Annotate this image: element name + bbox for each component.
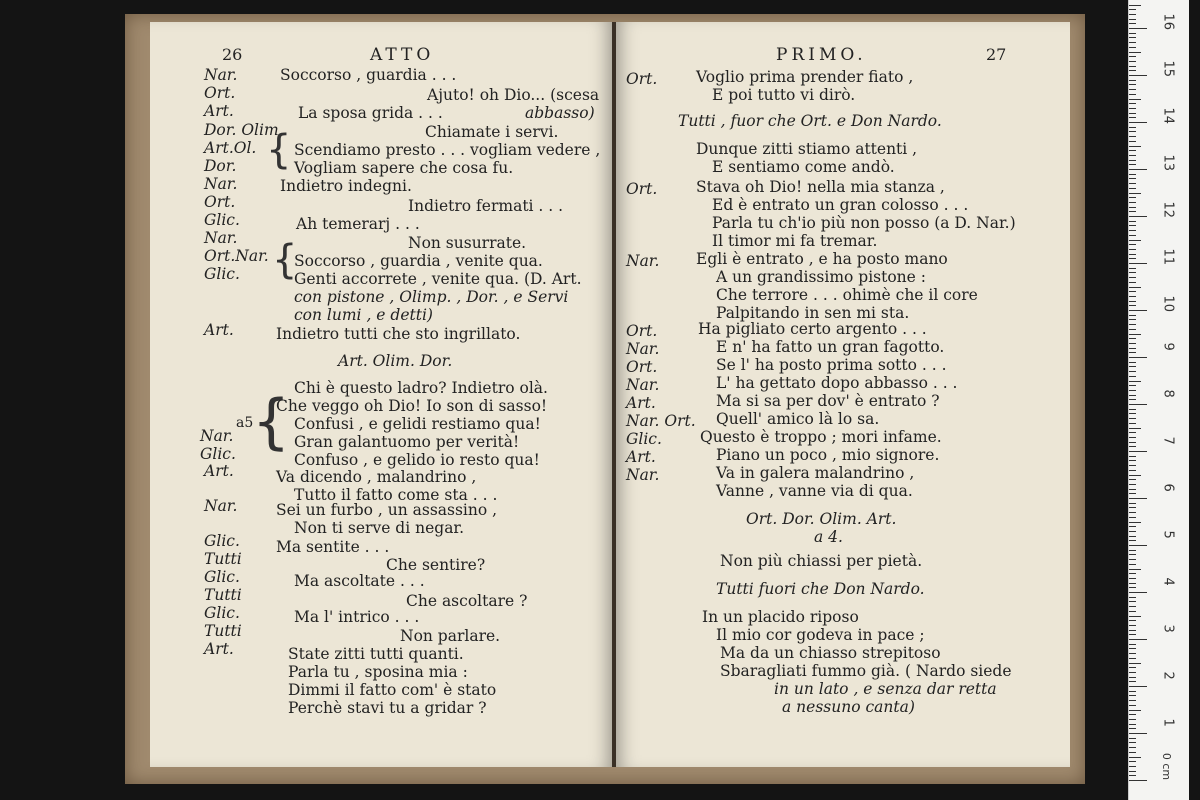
ruler-tick [1129,52,1141,53]
speaker-label: Ort. [626,322,658,340]
ruler-label: 13 [1160,154,1176,172]
ruler-label: 10 [1160,295,1176,313]
ruler-tick [1129,385,1136,386]
ruler-tick [1129,141,1136,142]
ruler-tick [1129,428,1141,429]
verse-line: Ed è entrato un gran colosso . . . [712,196,969,214]
verse-line: Non ti serve di negar. [294,519,465,537]
ruler-tick [1129,371,1136,372]
ruler-tick [1129,338,1136,339]
ruler-tick [1129,319,1136,320]
ruler-label: 6 [1160,483,1176,492]
ruler-tick [1129,771,1136,772]
ruler-tick [1129,150,1136,151]
ruler-tick [1129,484,1136,485]
brace: { [252,387,291,457]
ruler-tick [1129,747,1136,748]
ruler-tick [1129,390,1136,391]
ruler-tick [1129,362,1136,363]
speaker-label: Ort. [204,193,236,211]
verse-line: Dunque zitti stiamo attenti , [696,140,918,158]
ruler-tick [1129,597,1136,598]
speaker-label: Tutti [204,586,242,604]
ruler-tick [1129,644,1136,645]
stage-direction: Tutti , fuor che Ort. e Don Nardo. [678,112,942,130]
verse-line: L' ha gettato dopo abbasso . . . [716,374,958,392]
ruler-tick [1129,19,1136,20]
ruler-tick [1129,526,1136,527]
ruler-tick [1129,540,1136,541]
ruler-tick [1129,230,1136,231]
verse-line: Non più chiassi per pietà. [720,552,923,570]
stage-direction: Tutti fuori che Don Nardo. [716,580,925,598]
ruler-label: 16 [1160,13,1176,31]
ruler-tick [1129,136,1136,137]
ruler-tick [1129,559,1136,560]
verse-line: Soccorso , guardia . . . [280,66,457,84]
verse-line: State zitti tutti quanti. [288,645,464,663]
ruler-tick [1129,442,1136,443]
speaker-label: Nar. [626,252,660,270]
ruler-label: 9 [1160,342,1176,351]
ruler-tick [1129,470,1136,471]
verse-line: Indietro fermati . . . [408,197,564,215]
stage-direction: con pistone , Olimp. , Dor. , e Servi [294,288,569,306]
stage-direction: in un lato , e senza dar retta [774,680,997,698]
ruler-tick [1129,324,1136,325]
ruler-tick [1129,5,1141,6]
ruler-label: 1 [1160,718,1176,727]
ruler-tick [1129,522,1141,523]
verse-line: La sposa grida . . . [298,104,443,122]
ruler-tick [1129,681,1136,682]
ruler-tick [1129,423,1136,424]
ruler-tick [1129,611,1136,612]
speaker-label: Glic. [204,532,240,550]
ruler-tick [1129,460,1136,461]
speaker-label: Ort. [626,358,658,376]
ruler-tick [1129,221,1136,222]
verse-line: Non susurrate. [408,234,527,252]
ruler-tick [1129,404,1147,405]
ruler-tick [1129,395,1136,396]
stage-direction: con lumi , e detti) [294,306,433,324]
ruler-tick [1129,197,1136,198]
ruler-tick [1129,719,1136,720]
ruler-tick [1129,305,1136,306]
verse-line: Gran galantuomo per verità! [294,433,520,451]
ruler-tick [1129,625,1136,626]
ruler-tick [1129,493,1136,494]
speaker-label: Art. [204,321,234,339]
verse-line: A un grandissimo pistone : [716,268,926,286]
speaker-label: Art. [204,102,234,120]
ruler-tick [1129,592,1147,593]
ruler-tick [1129,9,1136,10]
ruler-tick [1129,667,1136,668]
ruler-tick [1129,710,1141,711]
ruler-tick [1129,663,1141,664]
speaker-label: Nar. Ort. [626,412,696,430]
ensemble-heading: a 4. [814,528,843,546]
verse-line: Soccorso , guardia , venite qua. [294,252,543,270]
verse-line: Stava oh Dio! nella mia stanza , [696,178,945,196]
ruler-tick [1129,714,1136,715]
ruler-tick [1129,84,1136,85]
ruler-tick [1129,272,1136,273]
verse-line: Chi è questo ladro? Indietro olà. [294,379,548,397]
speaker-label: Nar. [204,66,238,84]
ruler-tick [1129,122,1147,123]
ruler-tick [1129,446,1136,447]
ruler-tick [1129,310,1147,311]
ruler-tick [1129,728,1136,729]
verse-line: Ma sentite . . . [276,538,390,556]
verse-line: Se l' ha posto prima sotto . . . [716,356,947,374]
ruler-tick [1129,517,1136,518]
verse-line: Vogliam sapere che cosa fu. [294,159,514,177]
ruler-tick [1129,28,1147,29]
ruler-tick [1129,113,1136,114]
speaker-label: Dor. Olim. [204,121,284,139]
speaker-label: Ort. [626,70,658,88]
ruler-tick [1129,94,1136,95]
ruler-tick [1129,244,1136,245]
ruler-tick [1129,211,1136,212]
ruler-label: 2 [1160,671,1176,680]
ruler-tick [1129,146,1141,147]
ruler-tick [1129,432,1136,433]
ruler-tick [1129,780,1147,781]
ruler-tick [1129,498,1147,499]
ruler-tick [1129,550,1136,551]
ruler-tick [1129,61,1136,62]
ruler-tick [1129,761,1136,762]
ruler-tick [1129,705,1136,706]
ruler-tick [1129,536,1136,537]
ruler-tick [1129,155,1136,156]
speaker-label: Art. [204,462,234,480]
speaker-label: Nar. [626,466,660,484]
ruler-label: 11 [1160,248,1176,266]
ruler-tick [1129,258,1136,259]
verse-line: E poi tutto vi dirò. [712,86,856,104]
ruler-tick [1129,437,1136,438]
speaker-label: Art. [626,448,656,466]
ruler-tick [1129,507,1136,508]
verse-line: Dimmi il fatto com' è stato [288,681,497,699]
ruler-tick [1129,127,1136,128]
ruler-tick [1129,174,1136,175]
ruler-tick [1129,14,1136,15]
verse-line: Ma l' intrico . . . [294,608,420,626]
ruler-tick [1129,700,1136,701]
measurement-ruler [1128,0,1189,800]
ruler-tick [1129,757,1141,758]
verse-line: In un placido riposo [702,608,859,626]
ruler-tick [1129,724,1136,725]
ruler-tick [1129,672,1136,673]
verse-line: Ma si sa per dov' è entrato ? [716,392,940,410]
ruler-tick [1129,465,1136,466]
ruler-tick [1129,677,1136,678]
verse-line: Ajuto! oh Dio... (scesa [427,86,600,104]
ruler-tick [1129,37,1136,38]
ruler-tick [1129,249,1136,250]
verse-line: Ma ascoltate . . . [294,572,425,590]
verse-line: Che terrore . . . ohimè che il core [716,286,978,304]
ruler-tick [1129,503,1136,504]
ruler-tick [1129,399,1136,400]
ruler-tick [1129,583,1136,584]
ruler-tick [1129,742,1136,743]
stage-direction: a nessuno canta) [782,698,915,716]
ruler-tick [1129,418,1136,419]
ruler-tick [1129,315,1136,316]
verse-line: Ha pigliato certo argento . . . [698,320,927,338]
brace: { [272,237,298,283]
brace: { [266,127,292,173]
speaker-label: Tutti [204,622,242,640]
verse-line: Questo è troppo ; mori infame. [700,428,942,446]
verse-line: Il mio cor godeva in pace ; [716,626,925,644]
ruler-tick [1129,263,1147,264]
ruler-label: 14 [1160,107,1176,125]
ruler-tick [1129,357,1147,358]
ruler-tick [1129,733,1147,734]
speaker-label: Ort. [204,84,236,102]
ruler-tick [1129,366,1136,367]
speaker-label: Art. [204,640,234,658]
ensemble-heading: Ort. Dor. Olim. Art. [746,510,897,528]
verse-line: Parla tu , sposina mia : [288,663,468,681]
verse-line: Sei un furbo , un assassino , [276,501,498,519]
ruler-tick [1129,630,1136,631]
ruler-tick [1129,183,1136,184]
verse-line: Ah temerarj . . . [296,215,420,233]
ruler-tick [1129,616,1141,617]
verse-line: Perchè stavi tu a gridar ? [288,699,487,717]
ruler-tick [1129,554,1136,555]
speaker-label: Art.Ol. [204,139,257,157]
verse-line: Voglio prima prender fiato , [696,68,914,86]
ruler-tick [1129,254,1136,255]
ruler-label: 4 [1160,577,1176,586]
page-number: 26 [222,45,243,64]
speaker-label: Art. [626,394,656,412]
ruler-tick [1129,691,1136,692]
ruler-tick [1129,475,1141,476]
verse-line: Va in galera malandrino , [716,464,915,482]
speaker-label: Glic. [204,604,240,622]
verse-line: Non parlare. [400,627,501,645]
ruler-label: 3 [1160,624,1176,633]
speaker-label: Glic. [204,211,240,229]
speaker-label: Ort. [626,180,658,198]
verse-line: E sentiamo come andò. [712,158,895,176]
stage-direction: abbasso) [525,104,595,122]
speaker-label: Glic. [626,430,662,448]
ruler-tick [1129,23,1136,24]
ruler-tick [1129,207,1136,208]
ruler-tick [1129,240,1141,241]
verse-line: Egli è entrato , e ha posto mano [696,250,948,268]
speaker-label: Nar. [204,175,238,193]
verse-line: Che sentire? [386,556,486,574]
speaker-label: Nar. [626,376,660,394]
speaker-label: Glic. [204,568,240,586]
verse-line: Genti accorrete , venite qua. (D. Art. [294,270,582,288]
ruler-tick [1129,512,1136,513]
verse-line: Ma da un chiasso strepitoso [720,644,941,662]
speaker-label: Ort.Nar. [204,247,269,265]
ruler-tick [1129,225,1136,226]
speaker-label: Nar. [200,427,234,445]
ruler-tick [1129,169,1147,170]
ruler-tick [1129,235,1136,236]
ruler-tick [1129,216,1147,217]
verse-line: Indietro indegni. [280,177,412,195]
verse-line: E n' ha fatto un gran fagotto. [716,338,945,356]
ruler-tick [1129,334,1141,335]
ruler-tick [1129,99,1141,100]
ruler-tick [1129,56,1136,57]
verse-line: Chiamate i servi. [425,123,559,141]
ruler-tick [1129,202,1136,203]
ruler-tick [1129,268,1136,269]
ruler-tick [1129,569,1141,570]
speaker-label: Glic. [204,265,240,283]
verse-line: Che ascoltare ? [406,592,528,610]
ruler-tick [1129,752,1136,753]
ruler-tick [1129,653,1136,654]
ruler-label: 5 [1160,530,1176,539]
verse-line: Confuso , e gelido io resto qua! [294,451,540,469]
ruler-label: 15 [1160,60,1176,78]
verse-line: Parla tu ch'io più non posso (a D. Nar.) [712,214,1016,232]
ruler-tick [1129,738,1136,739]
ruler-tick [1129,33,1136,34]
ruler-tick [1129,531,1136,532]
ruler-tick [1129,47,1136,48]
ruler-tick [1129,451,1147,452]
ruler-tick [1129,108,1136,109]
ruler-tick [1129,287,1141,288]
page-number: 27 [986,45,1007,64]
running-head: ATTO [370,45,435,65]
ruler-tick [1129,695,1136,696]
ruler-tick [1129,89,1136,90]
ruler-tick [1129,188,1136,189]
ensemble-heading: Art. Olim. Dor. [338,352,453,370]
ruler-tick [1129,117,1136,118]
ruler-tick [1129,70,1136,71]
verse-line: Confusi , e gelidi restiamo qua! [294,415,541,433]
ruler-tick [1129,66,1136,67]
speaker-label: Tutti [204,550,242,568]
verse-line: Indietro tutti che sto ingrillato. [276,325,521,343]
ruler-tick [1129,620,1136,621]
speaker-label: Nar. [626,340,660,358]
right-page [616,22,1070,767]
ruler-tick [1129,686,1147,687]
ruler-tick [1129,381,1141,382]
speaker-label: Glic. [200,445,236,463]
verse-line: Palpitando in sen mi sta. [716,304,910,322]
ruler-unit: 0 cm [1160,752,1174,781]
verse-line: Piano un poco , mio signore. [716,446,940,464]
ruler-tick [1129,648,1136,649]
ruler-label: 12 [1160,201,1176,219]
ruler-tick [1129,601,1136,602]
ruler-tick [1129,456,1136,457]
ruler-tick [1129,164,1136,165]
verse-line: Sbaragliati fummo già. ( Nardo siede [720,662,1012,680]
ruler-tick [1129,634,1136,635]
ruler-label: 8 [1160,389,1176,398]
verse-line: Il timor mi fa tremar. [712,232,878,250]
verse-line: Tutto il fatto come sta . . . [294,486,498,504]
ruler-tick [1129,291,1136,292]
ruler-tick [1129,658,1136,659]
ruler-tick [1129,343,1136,344]
ruler-tick [1129,75,1147,76]
ruler-tick [1129,578,1136,579]
verse-line: Scendiamo presto . . . vogliam vedere , [294,141,601,159]
ruler-tick [1129,489,1136,490]
ruler-tick [1129,329,1136,330]
ruler-tick [1129,376,1136,377]
a5-mark: a5 [236,415,254,431]
verse-line: Quell' amico là lo sa. [716,410,880,428]
ruler-tick [1129,775,1136,776]
ruler-tick [1129,479,1136,480]
speaker-label: Nar. [204,497,238,515]
ruler-tick [1129,193,1141,194]
ruler-tick [1129,282,1136,283]
ruler-tick [1129,409,1136,410]
ruler-tick [1129,545,1147,546]
ruler-tick [1129,564,1136,565]
ruler-tick [1129,606,1136,607]
verse-line: Va dicendo , malandrino , [276,468,477,486]
ruler-tick [1129,352,1136,353]
ruler-tick [1129,348,1136,349]
ruler-tick [1129,42,1136,43]
left-page [150,22,612,767]
ruler-tick [1129,587,1136,588]
ruler-tick [1129,766,1136,767]
verse-line: Vanne , vanne via di qua. [716,482,913,500]
speaker-label: Dor. [204,157,237,175]
ruler-tick [1129,80,1136,81]
ruler-tick [1129,573,1136,574]
ruler-tick [1129,639,1147,640]
ruler-tick [1129,413,1136,414]
ruler-tick [1129,103,1136,104]
verse-line: Che veggo oh Dio! Io son di sasso! [276,397,548,415]
ruler-tick [1129,296,1136,297]
ruler-tick [1129,277,1136,278]
ruler-tick [1129,160,1136,161]
ruler-tick [1129,178,1136,179]
ruler-tick [1129,131,1136,132]
running-head: PRIMO. [776,45,867,65]
ruler-tick [1129,301,1136,302]
speaker-label: Nar. [204,229,238,247]
ruler-label: 7 [1160,436,1176,445]
